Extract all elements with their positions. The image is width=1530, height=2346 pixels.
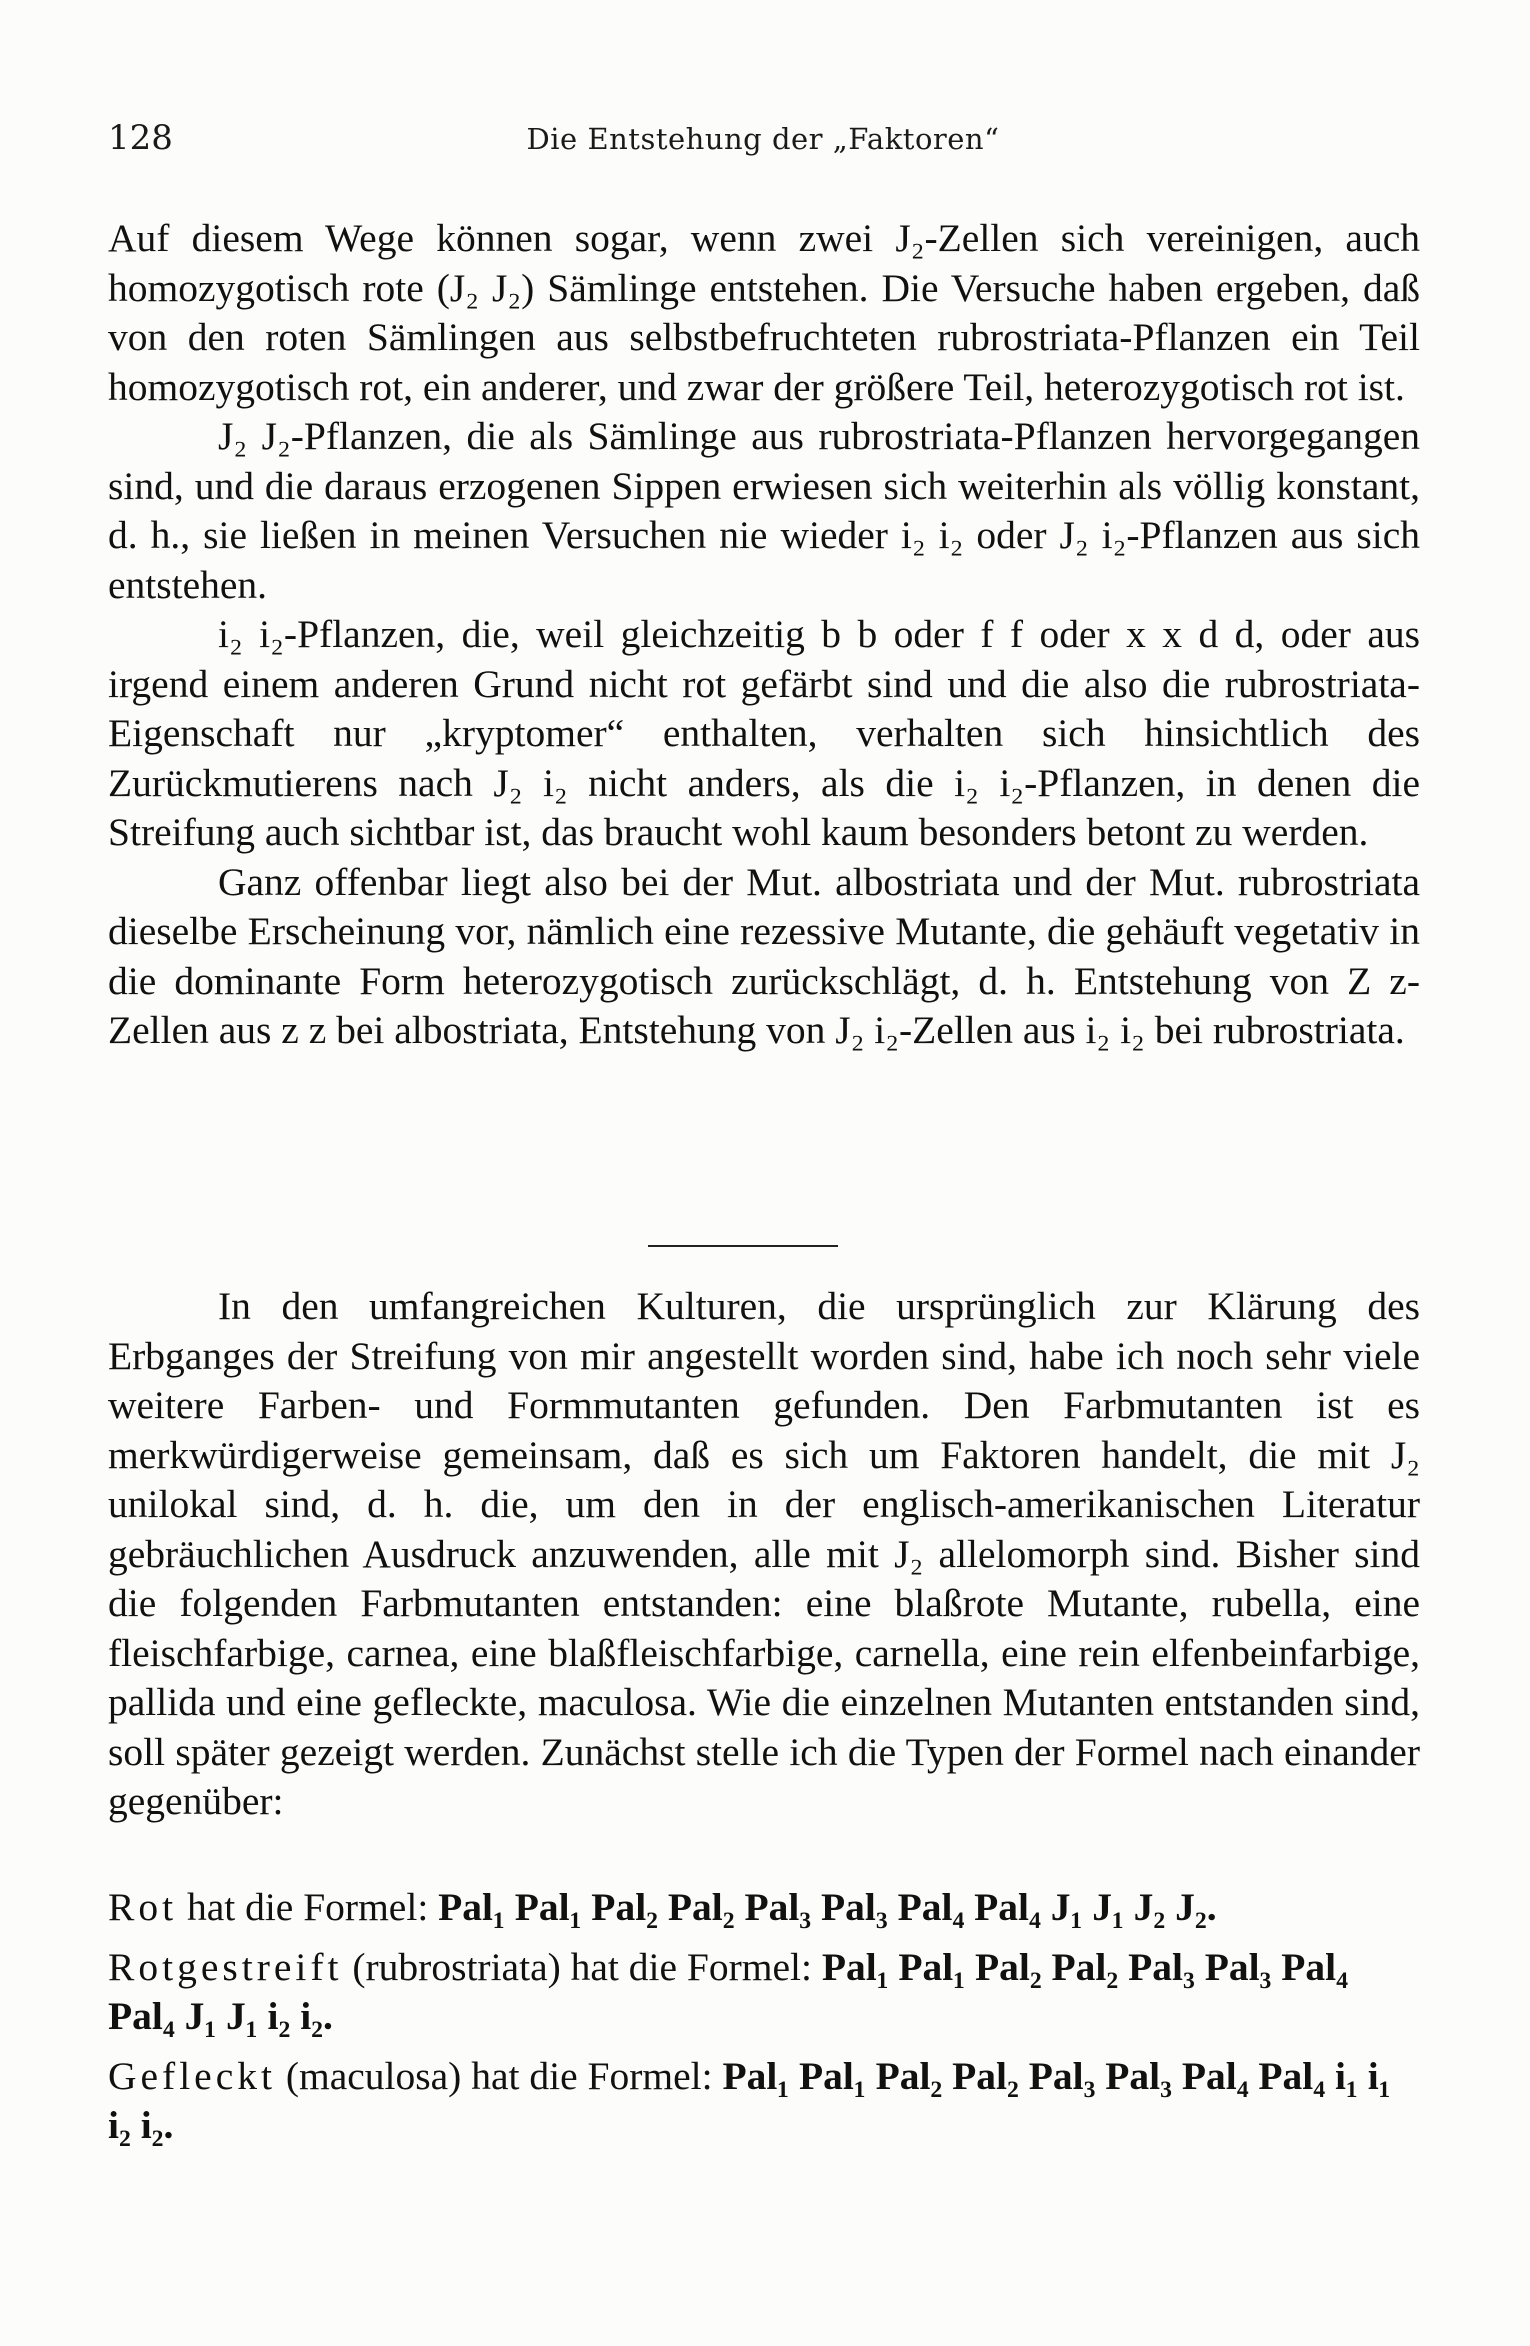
formula-rotgestreift xyxy=(108,1943,1420,2042)
running-title: Die Entstehung der „Faktoren“ xyxy=(526,122,1000,156)
formula-gefleckt xyxy=(108,2052,1420,2151)
formula-label: Rot xyxy=(108,1885,178,1929)
formula-label: Gefleckt xyxy=(108,2053,276,2098)
section-divider xyxy=(648,1245,838,1247)
section-2 xyxy=(108,1282,1420,1827)
formula-expression: Pal₁ Pal₁ Pal₂ Pal₂ Pal₃ Pal₃ Pal₄ Pal₄ i₁ i₁ i₂ i₂. xyxy=(108,2053,1391,2147)
formula-list xyxy=(108,1883,1420,2161)
paragraph-1: Auf diesem Wege können sogar, wenn zwei J₂-Zellen sich vereinigen, auch homozygotisch rote (J₂ J₂) Sämlinge entstehen. Die Versuche haben ergeben, daß von den roten Sämlingen aus selbstbefruchteten rubrostriata-Pflanzen ein Teil homozygotisch rot, ein anderer, und zwar der größere Teil, heterozygotisch rot ist. xyxy=(108,216,1420,409)
formula-lead: hat die Formel: xyxy=(177,1885,439,1929)
page-number: 128 xyxy=(108,118,173,158)
paragraph-2: J₂ J₂-Pflanzen, die als Sämlinge aus rubrostriata-Pflanzen hervorgegangen sind, und die daraus erzogenen Sippen erwiesen sich weiterhin als völlig konstant, d. h., sie ließen in meinen Versuchen nie wieder i₂ i₂ oder J₂ i₂-Pflanzen aus sich entstehen. xyxy=(108,414,1420,607)
formula-label: Rotgestreift xyxy=(108,1944,343,1989)
formula-lead: (rubrostriata) hat die Formel: xyxy=(342,1944,822,1989)
formula-lead: (maculosa) hat die Formel: xyxy=(275,2053,723,2098)
paragraph-4: Ganz offenbar liegt also bei der Mut. albostriata und der Mut. rubrostriata dieselbe Erscheinung vor, nämlich eine rezessive Mutante, die gehäuft vegetativ in die dominante Form heterozygotisch zurückschlägt, d. h. Entstehung von Z z-Zellen aus z z bei albostriata, Entstehung von J₂ i₂-Zellen aus i₂ i₂ bei rubrostriata. xyxy=(108,859,1420,1052)
section-1 xyxy=(108,214,1420,1056)
formula-rot xyxy=(108,1883,1420,1933)
formula-expression: Pal₁ Pal₁ Pal₂ Pal₂ Pal₃ Pal₃ Pal₄ Pal₄ J₁ J₁ i₂ i₂. xyxy=(108,1944,1348,2038)
page-header xyxy=(108,118,1418,178)
paragraph-5: In den umfangreichen Kulturen, die ursprünglich zur Klärung des Erbganges der Streifung von mir angestellt worden sind, habe ich noch sehr viele weitere Farben- und Formmutanten gefunden. Den Farbmutanten ist es merkwürdigerweise gemeinsam, daß es sich um Faktoren handelt, die mit J₂ unilokal sind, d. h. die, um den in der englisch-amerikanischen Literatur gebräuchlichen Ausdruck anzuwenden, alle mit J₂ allelomorph sind. Bisher sind die folgenden Farbmutanten entstanden: eine blaßrote Mutante, rubella, eine fleischfarbige, carnea, eine blaßfleischfarbige, carnella, eine rein elfenbeinfarbige, pallida und eine gefleckte, maculosa. Wie die einzelnen Mutanten entstanden sind, soll später gezeigt werden. Zunächst stelle ich die Typen der Formel nach einander gegenüber: xyxy=(108,1284,1420,1823)
formula-expression: Pal₁ Pal₁ Pal₂ Pal₂ Pal₃ Pal₃ Pal₄ Pal₄ J₁ J₁ J₂ J₂. xyxy=(438,1885,1217,1929)
paragraph-3: i₂ i₂-Pflanzen, die, weil gleichzeitig b b oder f f oder x x d d, oder aus irgend einem anderen Grund nicht rot gefärbt sind und die also die rubrostriata-Eigenschaft nur „kryptomer“ enthalten, verhalten sich hinsichtlich des Zurückmutierens nach J₂ i₂ nicht anders, als die i₂ i₂-Pflanzen, in denen die Streifung auch sichtbar ist, das braucht wohl kaum besonders betont zu werden. xyxy=(108,612,1420,854)
